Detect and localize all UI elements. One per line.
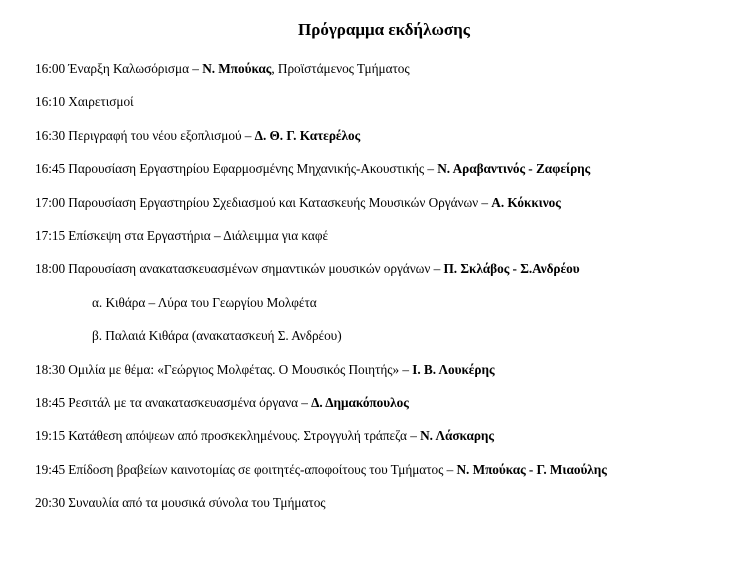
program-title: Πρόγραμμα εκδήλωσης [298,20,470,39]
program-item [35,159,740,192]
item-text: 19:45 Επίδοση βραβείων καινοτομίας σε φοιτητές-αποφοίτους του Τμήματος – [35,461,457,477]
item-text: α. Κιθάρα – Λύρα του Γεωργίου Μολφέτα [92,294,317,310]
program-item [35,426,740,459]
program-list [35,59,740,526]
speaker-name: Ν. Μπούκας [202,61,272,76]
speaker-name: Δ. Θ. Γ. Κατερέλος [254,127,361,143]
item-text: 16:10 Χαιρετισμοί [35,94,134,110]
program-subitem [35,293,740,326]
item-text: 17:15 Επίσκεψη στα Εργαστήρια – Διάλειμμα για καφέ [35,227,328,243]
program-item [35,493,740,526]
speaker-name: Ι. Β. Λουκέρης [412,361,495,377]
speaker-name: Π. Σκλάβος - Σ.Ανδρέου [443,261,580,277]
program-subitem [35,326,740,359]
program-item [35,393,740,426]
speaker-name: Δ. Δημακόπουλος [311,394,409,410]
program-item [35,259,740,292]
program-item [35,59,740,92]
item-text-after: , Προϊστάμενος Τμήματος [271,61,410,76]
speaker-name: Ν. Αραβαντινός - Ζαφείρης [437,161,591,177]
item-text: 18:00 Παρουσίαση ανακατασκευασμένων σημαντικών μουσικών οργάνων – [35,261,444,277]
speaker-name: Α. Κόκκινος [491,194,561,210]
item-text: 19:15 Κατάθεση απόψεων από προσκεκλημένους. Στρογγυλή τράπεζα – [35,428,421,444]
program-item [35,193,740,226]
item-text: 20:30 Συναυλία από τα μουσικά σύνολα του Τμήματος [35,495,326,511]
item-text: β. Παλαιά Κιθάρα (ανακατασκευή Σ. Ανδρέου) [92,328,342,344]
program-item [35,226,740,259]
item-text: 17:00 Παρουσίαση Εργαστηρίου Σχεδιασμού και Κατασκευής Μουσικών Οργάνων – [35,194,492,210]
item-text: 16:00 Έναρξη Καλωσόρισμα – [35,61,203,76]
program-item [35,92,740,125]
program-item [35,460,740,493]
program-item [35,126,740,159]
program-item [35,360,740,393]
item-text: 18:45 Ρεσιτάλ με τα ανακατασκευασμένα όργανα – [35,394,312,410]
item-text: 16:45 Παρουσίαση Εργαστηρίου Εφαρμοσμένης Μηχανικής-Ακουστικής – [35,161,438,177]
item-text: 18:30 Ομιλία με θέμα: «Γεώργιος Μολφέτας. Ο Μουσικός Ποιητής» – [35,361,413,377]
speaker-name: Ν. Μπούκας - Γ. Μιαούλης [456,461,607,477]
speaker-name: Ν. Λάσκαρης [420,428,494,444]
item-text: 16:30 Περιγραφή του νέου εξοπλισμού – [35,127,255,143]
